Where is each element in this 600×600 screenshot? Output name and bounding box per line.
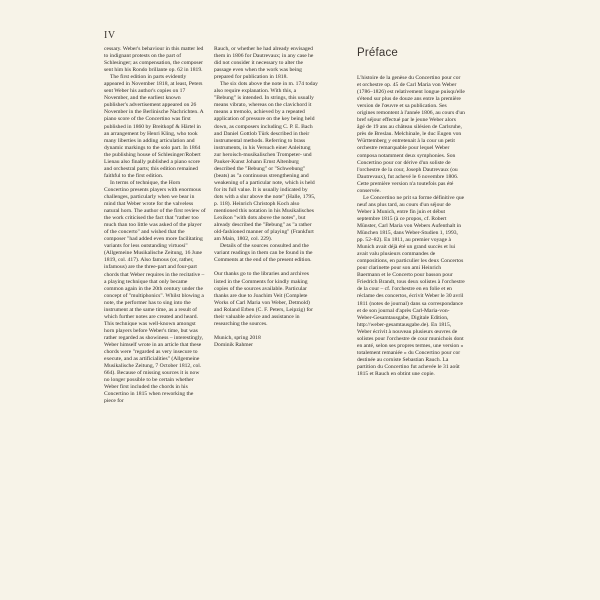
section-heading: Préface (357, 47, 399, 59)
paragraph: Rauch, or whether he had already envisaged them in 1806 for Dautrevaux; in any case he did not consider it necessary to alter the passage even when the work was being prepared for publication in 1818. (214, 46, 314, 81)
paragraph: The six dots above the note in m. 174 today also require explanation. With this, a "Bebung" is intended. In strings, this usually means vibrato, whereas on the clavichord it means a tremolo, achieved by a repeated application of pressure on the key being held down, as composers including C. P. E. Bach and Daniel Gottlob Türk described in their instrumental methods. Referring to brass instruments, in his Versuch einer Anleitung zur heroisch-musikalischen Trompeter- und Pauker-Kunst Johann Ernst Altenburg described the "Bebung" or "Schwebung" (beats) as "a continuous strengthening and weakening of a particular note, which is held for its full value. It is usually indicated by dots with a slur above the note" (Halle, 1795, p. 118). Heinrich Christoph Koch also mentioned this notation in his Musikalisches Lexikon "with dots above the notes", but already described the "Bebung" as "a rather old-fashioned manner of playing" (Frankfurt am Main, 1802, col. 229). (214, 81, 318, 243)
signature-date: Munich, spring 2018 (214, 334, 261, 341)
english-column-right (214, 46, 318, 349)
paragraph: cessary. Weber's behaviour in this matter led to indignant protests on the part of Schlesinger; as compensation, the composer sent him his Rondo brillante op. 62 in 1819. (104, 46, 204, 74)
paragraph: L'histoire de la genèse du Concertino pour cor et orchestre op. 45 de Carl Maria von Weber (1786–1826) est relativement longue puisqu'elle s'étend sur plus de douze ans entre la première version de l'œuvre et sa publication. Ses origines remontent à l'année 1806, au cours d'un bref séjour effectué par le jeune Weber alors âgé de 19 ans au château silésien de Carlsruhe, près de Breslau. Melchinale, le duc Eugen von Württemberg y entretenait à la cour un petit orchestre remarquable pour lequel Weber composa notamment deux symphonies. Son Concertino pour cor dérive d'un soliste de l'orchestre de la cour, Joseph Dautrevaux (ou Dautrevaux), fut achevé le 6 novembre 1806. Cette première version n'a toutefois pas été conservée. (357, 75, 465, 194)
signature-author: Dominik Rahmer (214, 341, 253, 348)
paragraph: The first edition in parts evidently appeared in November 1818, at least, Peters sent Weber his author's copies on 17 November, and the earliest known publisher's advertisement appeared on 26 November in the Berlinische Nachrichten. A piano score of the Concertino was first published in 1860 by Breitkopf & Härtel in an arrangement by Henri Kling, who took many liberties in adding articulation and dynamic markings to the solo part. In 1864 the publishing house of Schlesinger/Robert Lienau also finally published a piano score and orchestral parts; this edition remained faithful to the first edition. (104, 74, 204, 179)
paragraph: Le Concertino ne prit sa forme définitive que neuf ans plus tard, au cours d'un séjour de Weber à Munich, entre fin juin et début septembre 1815 (à ce propos, cf. Robert Münster, Carl Maria von Webers Aufenthalt in München 1815, dans Weber-Studien 1, 1993, pp. 52–82). En 1811, au premier voyage à Munich avait déjà été un grand succès et lui avait valu plusieurs commandes de compositions, en particulier les deux Concertos pour clarinette pour son ami Heinrich Baermann et le Concerto pour basson pour Friedrich Brandt, tous deux solistes à l'orchestre de la cour – cf. l'orchestre en en folie et en réclame des concertos, écrivit Weber le 30 avril 1811 (notes de journal) dans sa correspondance et de son journal d'après Carl-Maria-von-Weber-Gesamtausgabe, Digitale Edition, http://weber-gesamtausgabe.de). En 1815, Weber écrivit à nouveau plusieurs œuvres de solistes pour l'orchestre de cour munichois dont en anté, selon ses propres termes, une version « totalement remaniée » du Concertino pour cor destinée au corniste Sebastian Rauch. La partition du Concertino fut achevée le 31 août 1815 et Rauch en obtint une copie. (357, 194, 465, 377)
paragraph: Our thanks go to the libraries and archives listed in the Comments for kindly making copies of the sources available. Particular thanks are due to Joachim Veit (Complete Works of Carl Maria von Weber, Detmold) and Roland Erben (C. F. Peters, Leipzig) for their valuable advice and assistance in researching the sources. (214, 271, 313, 327)
paragraph: In terms of technique, the Horn Concertino presents players with enormous challenges, particularly when we bear in mind that Weber wrote for the valveless natural horn. The author of the first review of the work criticised the fact that "rather too much than too little was asked of the player of the concerto" and wished that the composer "had added even more facilitating variants for less outstanding virtuosi" (Allgemeine Musikalische Zeitung, 16 June 1819, col. 417). Also famous (or, rather, infamous) are the three-part and four-part chords that Weber requires in the recitative – a playing technique that only became common again in the 20th century under the concept of "multiphonics". Whilst blowing a note, the performer has to sing into the instrument at the same time, as a result of which further notes are created and heard. This technique was well-known amongst horn players before Weber's time, but was rather regarded as showiness – interestingly, Weber himself wrote in an article that these chords were "regarded as very insecure to execute, and as artificialities" (Allgemeine Musikalische Zeitung, 7 October 1812, col. 664). Because of missing sources it is now no longer possible to be certain whether Weber first included the chords in his Concertino in 1815 when reworking the piece for (104, 179, 206, 405)
english-column-left (104, 46, 206, 405)
french-column (357, 75, 465, 378)
page-number: IV (104, 30, 116, 41)
paragraph: Details of the sources consulted and the variant readings in them can be found in the Comments at the end of the present edition. (214, 243, 313, 264)
